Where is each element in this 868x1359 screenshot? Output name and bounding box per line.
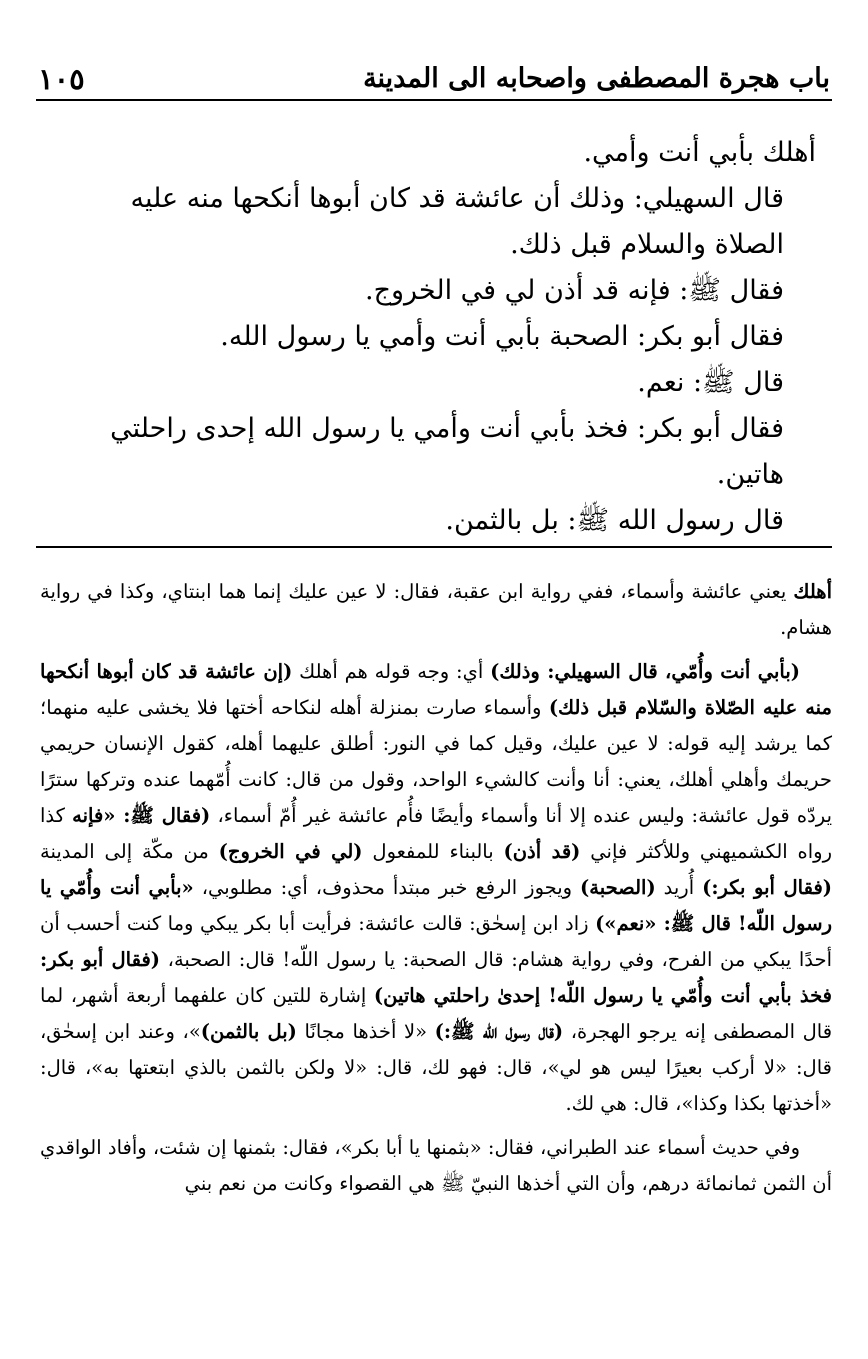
running-title: باب هجرة المصطفى واصحابه الى المدينة bbox=[363, 63, 830, 94]
commentary-bold: (فقال أبو بكر: فخذ بأبي أنت وأُمّي يا رسول اللّه! إحدىٰ راحلتي هاتين) bbox=[40, 948, 833, 1007]
matn-line: أهلك بأبي أنت وأمي. bbox=[583, 137, 816, 168]
commentary-text: أي: وجه قوله هم أهلك bbox=[292, 660, 491, 683]
page-header bbox=[38, 52, 830, 96]
matn-line: فقال ﷺ: فإنه قد أذن لي في الخروج. bbox=[364, 275, 784, 306]
commentary bbox=[40, 574, 832, 1210]
matn-line: قال رسول الله ﷺ: بل بالثمن. bbox=[445, 505, 784, 536]
commentary-text: «لا أخذها مجانًا bbox=[296, 1020, 435, 1043]
commentary-bold: أهلك bbox=[793, 580, 832, 603]
commentary-bold: (الصحبة) bbox=[580, 876, 656, 899]
commentary-bold: (قد أذن) bbox=[503, 840, 581, 863]
commentary-bold: (قال رسول اللّه ﷺ:) bbox=[434, 1020, 564, 1043]
header-rule bbox=[36, 99, 832, 101]
commentary-bold: (فقال ﷺ: «فإنه bbox=[72, 804, 211, 827]
commentary-text: »، وعند ابن إسحٰق، قال: «لا أركب بعيرًا ليس هو لي»، قال: فهو لك، قال: «لا ولكن بالثمن بالذي ابتعتها به»، قال: «أخذتها بكذا وكذا»، قال: هي لك. bbox=[40, 1020, 832, 1115]
commentary-bold: (بل بالثمن) bbox=[200, 1020, 297, 1043]
commentary-text: بالبناء للمفعول bbox=[362, 840, 504, 863]
matn-line: قال ﷺ: نعم. bbox=[637, 367, 784, 398]
commentary-text: إشارة للتين كان علفهما أربعة أشهر، لما قال المصطفى إنه يرجو الهجرة، bbox=[40, 984, 833, 1043]
commentary-bold: (إن عائشة قد كان أبوها أنكحها منه عليه الصّلاة والسّلام قبل ذلك) bbox=[40, 660, 832, 719]
commentary-paragraph bbox=[40, 1130, 832, 1202]
commentary-text: من مكّة إلى المدينة bbox=[40, 840, 219, 863]
commentary-text: كذا رواه الكشميهني وللأكثر فإني bbox=[40, 804, 833, 863]
commentary-text: ويجوز الرفع خبر مبتدأ محذوف، أي: مطلوبي، bbox=[193, 876, 581, 899]
commentary-paragraph bbox=[40, 654, 832, 1122]
commentary-bold: «بأبي أنت وأُمّي يا رسول اللّه! قال ﷺ: «نعم») bbox=[40, 876, 832, 935]
commentary-bold: (بأبي أنت وأُمّي، قال السهيلي: وذلك) bbox=[490, 660, 800, 683]
main-text bbox=[60, 130, 816, 544]
matn-line: قال السهيلي: وذلك أن عائشة قد كان أبوها أنكحها منه عليه الصلاة والسلام قبل ذلك. bbox=[130, 183, 784, 260]
matn-line: فقال أبو بكر: الصحبة بأبي أنت وأمي يا رسول الله. bbox=[220, 321, 784, 352]
commentary-bold: (لي في الخروج) bbox=[218, 840, 363, 863]
commentary-text: زاد ابن إسحٰق: قالت عائشة: فرأيت أبا بكر يبكي وما كنت أحسب أن أحدًا يبكي من الفرح، وفي رواية هشام: قال الصحبة: يا رسول اللّه! قال: الصحبة، bbox=[40, 912, 833, 971]
commentary-text: وأسماء صارت بمنزلة أهله لنكاحه أختها فلا يخشى عليه منهما؛ كما يرشد إليه قوله: لا عين عليك، وقيل كما في النور: أطلق عليهما أهله، كقول الإنسان حريمي حريمك وأهلي أهلك، يعني: أنا وأنت كالشيء الواحد، وقول من قال: كانت أُمّهما عنده وتركها سترًا يردّه قول عائشة: وليس عنده إلا أنا وأسماء وأيضًا فأُم عائشة غير أُمّ أسماء، bbox=[40, 696, 832, 827]
commentary-paragraph bbox=[40, 574, 832, 646]
commentary-text: أُريد bbox=[655, 876, 703, 899]
commentary-bold: (فقال أبو بكر:) bbox=[702, 876, 832, 899]
matn-line: فقال أبو بكر: فخذ بأبي أنت وأمي يا رسول الله إحدى راحلتي هاتين. bbox=[110, 413, 784, 490]
commentary-text: يعني عائشة وأسماء، ففي رواية ابن عقبة، فقال: لا عين عليك إنما هما ابنتاي، وكذا في رواية هشام. bbox=[40, 580, 832, 639]
commentary-text: وفي حديث أسماء عند الطبراني، فقال: «بثمنها يا أبا بكر»، فقال: بثمنها إن شئت، وأفاد الواقدي أن الثمن ثمانمائة درهم، وأن التي أخذها النبيّ ﷺ هي القصواء وكانت من نعم بني bbox=[40, 1136, 832, 1195]
page-number: ١٠٥ bbox=[38, 62, 85, 96]
commentary-divider bbox=[36, 546, 832, 548]
